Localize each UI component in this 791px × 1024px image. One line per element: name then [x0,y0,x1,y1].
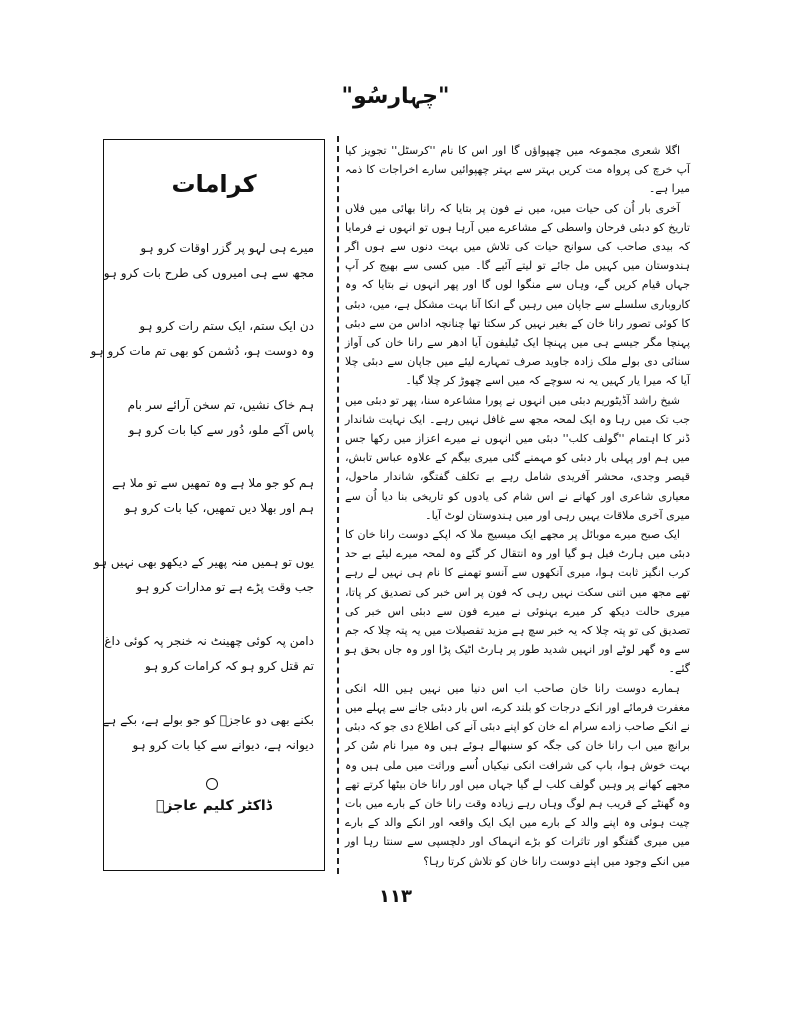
running-header: "چہارسُو" [341,84,450,109]
poem-line: دامن پہ کوئی چھینٹ نہ خنجر پہ کوئی داغ [104,634,314,648]
poem-stanza [90,314,314,364]
poem-line: وہ دوست ہو، دُشمن کو بھی تم مات کرو ہو [90,344,314,358]
column-divider [337,136,339,874]
poem-line: ہم کو جو ملا ہے وہ تمھیں سے تو ملا ہے [111,476,314,490]
poem-title: کرامات [171,170,257,198]
poem-line: ہم اور بھلا دیں تمھیں، کیا بات کرو ہو [124,501,314,515]
poem-stanza [114,393,314,443]
poem-box [90,139,325,871]
poem-stanza [103,236,314,286]
poem-line: مجھ سے ہی امیروں کی طرح بات کرو ہو [103,266,314,280]
poem-line: پاس آکے ملو، دُور سے کیا بات کرو ہو [128,423,314,437]
paragraph: ہمارے دوست رانا خان صاحب اب اس دنیا میں نہیں ہیں اللہ انکی مغفرت فرمائے اور انکے درجات کو بلند کرے، اس بار دبئی جانے سے پہلے میں نے انکے صاحب زادے سرام اے خان کو اپنے دبئی آنے کی اطلاع دی جو کہ دبئی برانچ میں اب رانا خان کی جگہ کو سنبھالے ہوئے ہیں وہ میرا نام سُن کر بہت خوش ہوا، باپ کی شرافت انکی نیکیاں اُسے وراثت میں ملی ہیں وہ مجھے کھانے پر وہیں گولف کلب لے گیا جہاں میں اور رانا خان بیٹھا کرتے تھے وہ گھنٹے کے قریب ہم لوگ وہاں رہے زیادہ وقت رانا خان کے بارے میں بات چیت ہوئی وہ اپنے والد کے بارے میں ایک ایک واقعہ اور انکے والد کے بارے میں میری گفتگو اور تاثرات کو بڑے انہماک اور دلچسپی سے سنتا رہا اور میں انکے وجود میں اپنے دوست رانا خان کو تلاش کرتا رہا؟ [345,681,690,868]
paragraph: اگلا شعری مجموعہ میں چھپواؤں گا اور اس کا نام ''کرسٹل'' تجویز کیا آپ خرچ کی پرواہ مت کریں بہتر سے بہتر چھپوائیں سارے اخراجات کا ذمہ میرا ہے۔ [345,144,690,196]
poem-stanza [104,629,314,679]
poem-stanza [102,708,314,758]
circle-ornament-icon [206,778,218,790]
poet-name: ڈاکٹر کلیم عاجزؔ [156,798,272,814]
paragraph: آخری بار اُن کی حیات میں، میں نے فون پر بتایا کہ رانا بھائی میں فلاں تاریخ کو دبئی فرحان واسطی کے مشاعرے میں آرہا ہوں تو انہوں نے فرمایا کہ بیدی صاحب کی سوانح حیات کی تلاش میں بہت دنوں سے ہوں اگر ہندوستان میں کہیں مل جائے تو لیتے آئیے گا۔ میں کسی سے بھیج کر آپ جہاں قیام کریں گے، وہاں سے منگوا لوں گا اور پھر انہوں نے بتایا کہ وہ کاروباری سلسلے سے جاپان میں رہیں گے انکا آنا بہت مشکل ہے، میں، دبئی کا کوئی تصور رانا خان کے بغیر نہیں کر سکتا تھا چنانچہ اداس من سے دبئی پہنچا مگر جیسے ہی میں پہنچا ایک ٹیلیفون آیا ادھر سے رانا خان کی آواز سنائی دی بولے ملک زادہ جاوید صرف تمہارے لیئے میں جاپان سے دبئی چلا آیا کہ میرا یار کہیں یہ نہ سوچے کہ میں اسے چھوڑ کر چلا گیا۔ [345,201,690,388]
paragraph: شیخ راشد آڈیٹوریم دبئی میں انہوں نے پورا مشاعرہ سنا، پھر تو دبئی میں جب تک میں رہا وہ ایک لمحہ مجھ سے غافل نہیں رہے۔ ایک نہایت شاندار ڈنر کا اہتمام ''گولف کلب'' دبئی میں انہوں نے میرے اعزاز میں رکھا جس میں ہم اور پہلی بار دبئی کو مہمنے گئی میری بیگم کے علاوہ عباس تابش، قیصر وجدی، محشر آفریدی شامل رہے بے تکلف گفتگو، شاندار ماحول، معیاری شاعری اور کھانے نے اس شام کی یادوں کو تاریخی بنا دیا اُن سے میری آخری ملاقات یہیں رہی اور میں ہندوستان لوٹ آیا۔ [345,393,690,522]
poem-line: تم قتل کرو ہو کہ کرامات کرو ہو [145,659,314,673]
poem-stanza [93,550,314,600]
poem-line: میرے ہی لہو پر گزر اوقات کرو ہو [140,241,314,255]
page-number: ١١٣ [379,886,412,907]
poem-stanza [111,471,314,521]
poem-line: بکنے بھی دو عاجزؔ کو جو بولے ہے، بکے ہے [102,713,314,727]
poem-line: یوں تو ہمیں منہ پھیر کے دیکھو بھی نہیں ہو [93,555,314,569]
paragraph: ایک صبح میرے موبائل پر مجھے ایک میسیج ملا کہ اپکے دوست رانا خان کا دبئی میں ہارٹ فیل ہو گیا اور وہ انتقال کر گئے وہ لمحہ میرے لیئے بے حد کرب انگیز ثابت ہوا، میری آنکھوں سے آنسو تھمنے کا نام ہی نہیں لے رہے تھے مجھ میں اتنی سکت نہیں رہی کہ فون پر اس خبر کی تصدیق کر پاتا، میری حالت دیکھ کر میرے بہنوئی نے میرے فون سے دبئی اس خبر کی تصدیق کی تو پتہ چلا کہ یہ خبر سچ ہے مزید تفصیلات میں یہ پتہ چلا کہ جم سے وہ گھر لوٹے اور انہیں شدید طور پر ہارٹ اٹیک پڑا اور وہ جاں بحق ہو گئے۔ [345,528,690,676]
article-column [345,141,690,871]
poem-line: دیوانہ ہے، دیوانے سے کیا بات کرو ہو [132,738,314,752]
poem-line: ہم خاک نشیں، تم سخن آرائے سر بام [127,398,314,412]
poem-line: دن ایک ستم، ایک ستم رات کرو ہو [139,319,314,333]
poem-line: جب وقت پڑے ہے تو مدارات کرو ہو [136,580,314,594]
